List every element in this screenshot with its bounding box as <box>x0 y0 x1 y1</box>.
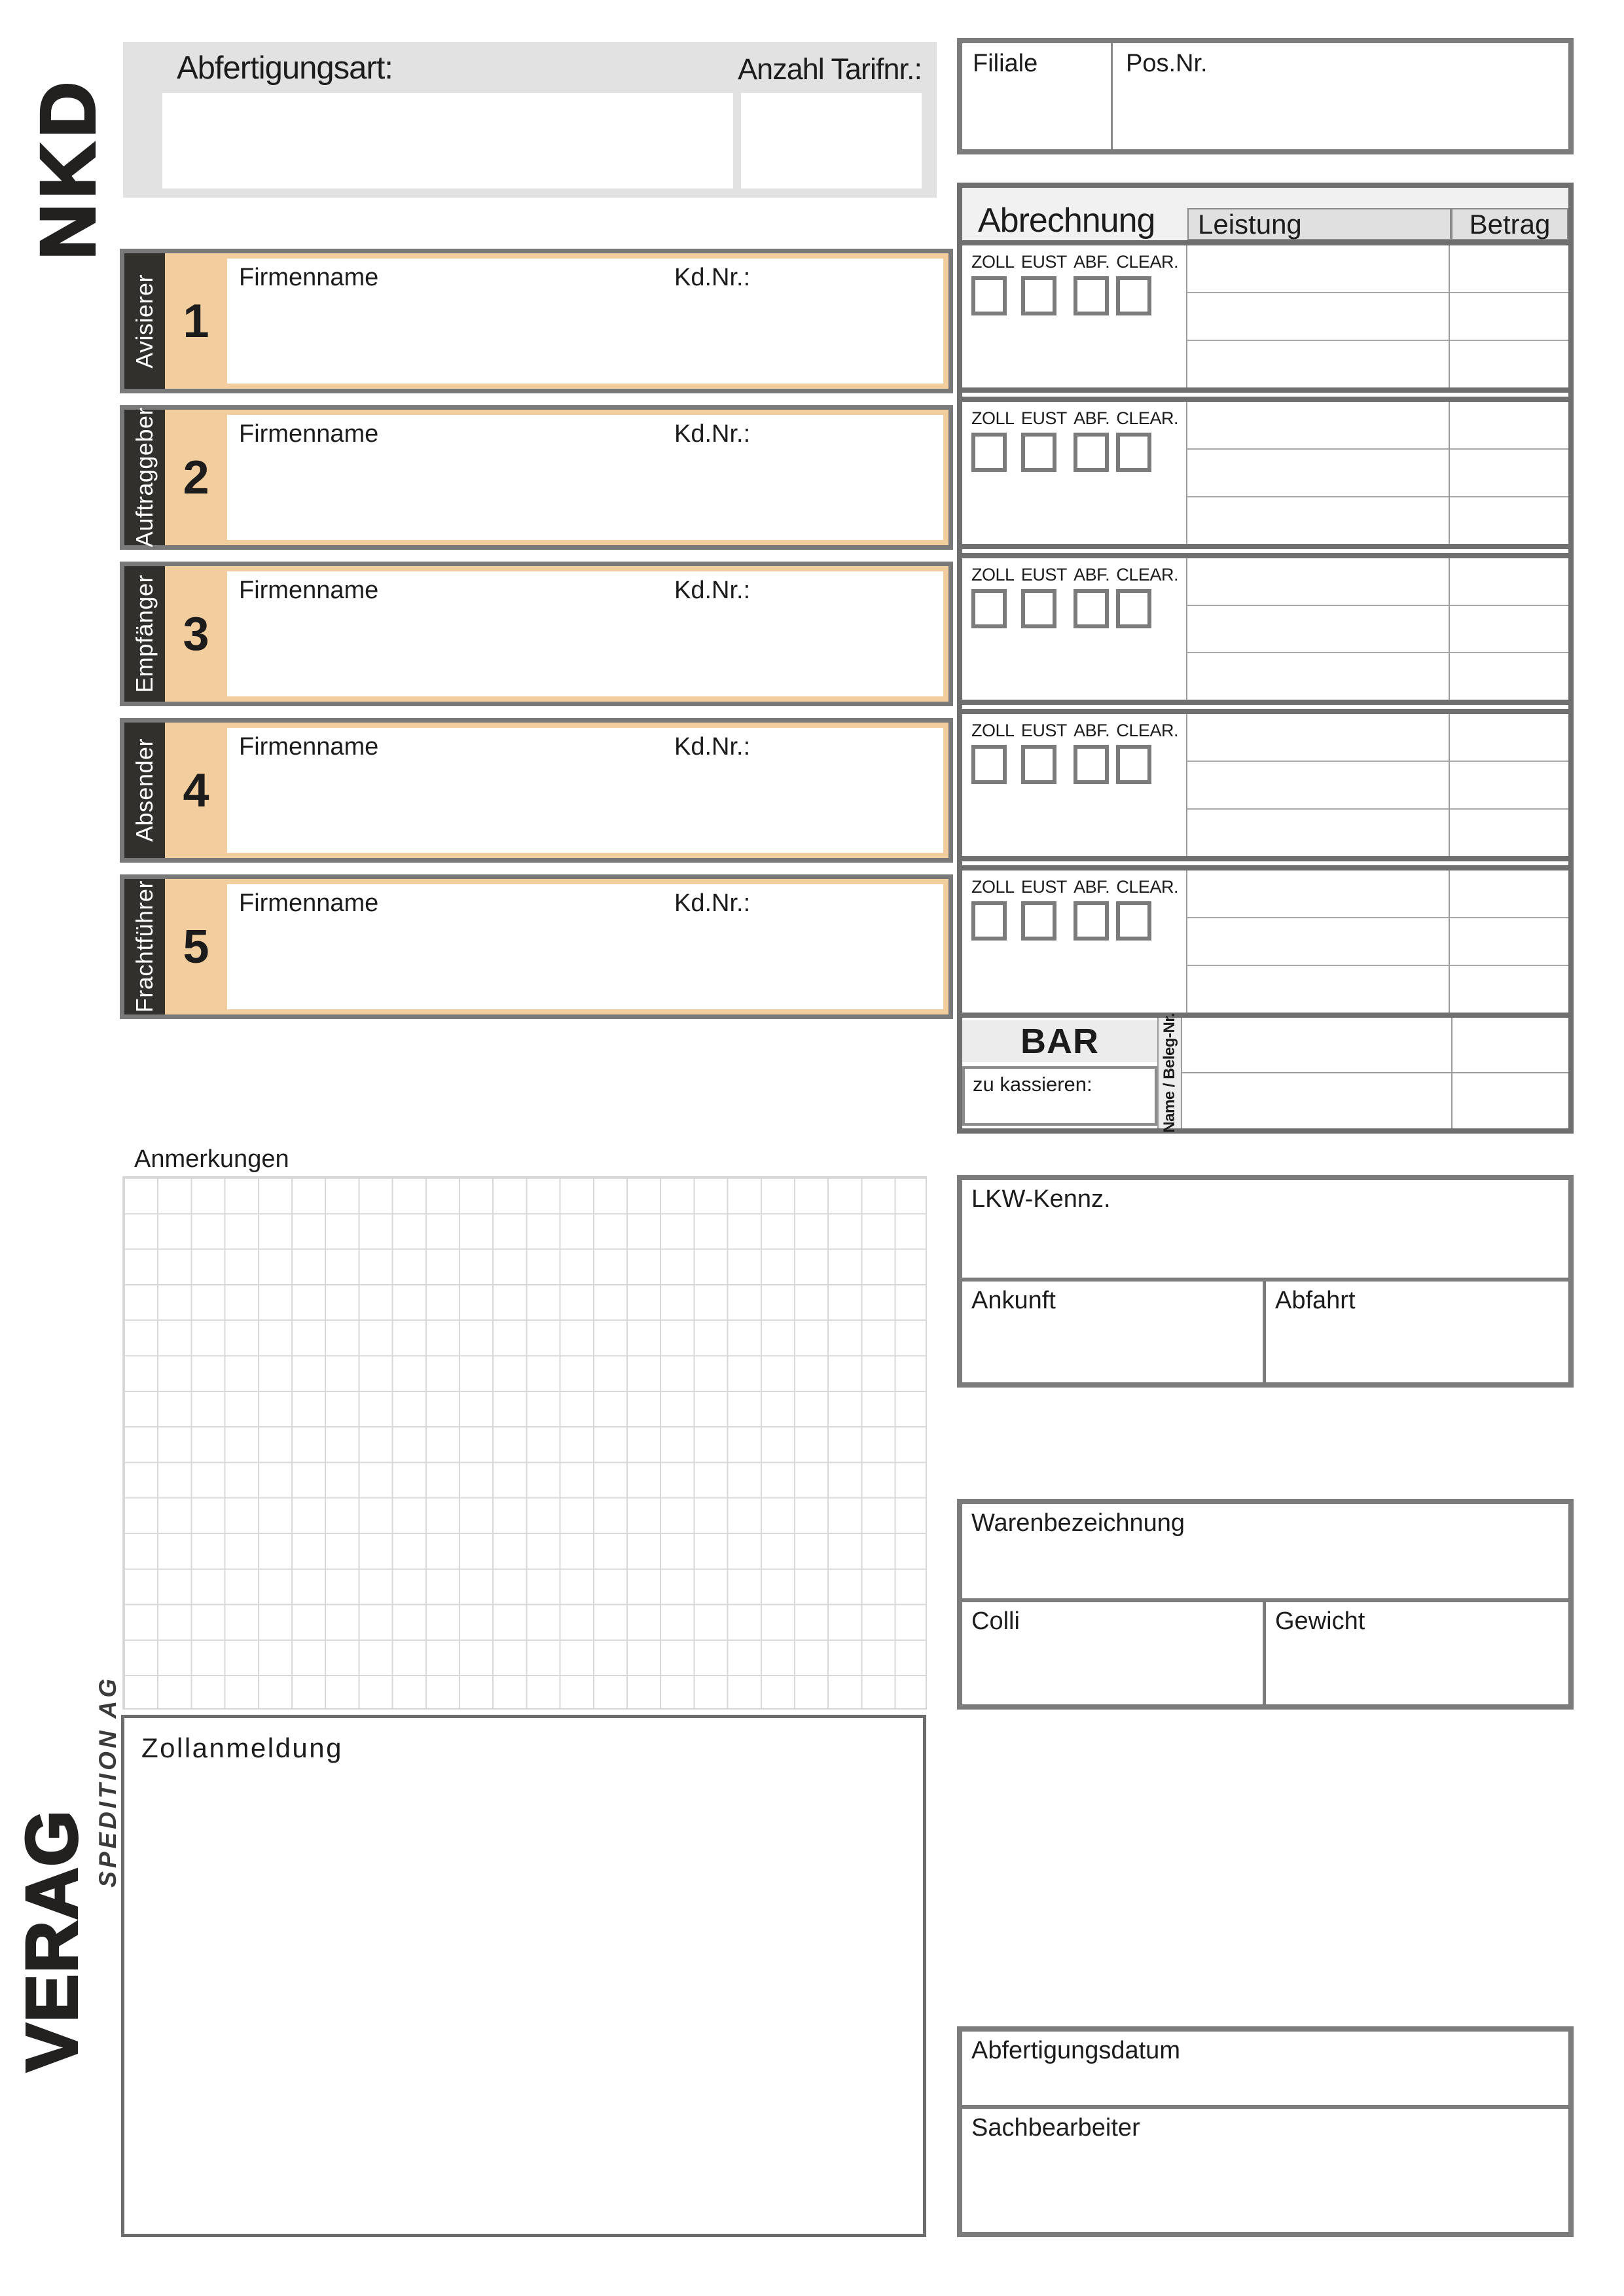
zoll-label: ZOLL <box>971 877 1015 897</box>
name-beleg-label: Name / Beleg-Nr. <box>1161 1013 1178 1133</box>
party-input-area[interactable] <box>227 259 943 384</box>
clear-label: CLEAR. <box>1116 877 1178 897</box>
betrag-cell[interactable] <box>1450 808 1568 856</box>
ankunft-input[interactable] <box>962 1282 1266 1382</box>
lkw-kennz-input[interactable] <box>962 1180 1568 1282</box>
clear-column <box>1116 565 1178 700</box>
clear-column <box>1116 721 1178 856</box>
party-row-empfaenger <box>120 562 953 706</box>
eust-label: EUST <box>1020 721 1067 741</box>
leistung-cell[interactable] <box>1187 965 1449 1013</box>
posnr-label: Pos.Nr. <box>1126 50 1208 77</box>
abrechnung-block <box>962 402 1568 544</box>
abfertigungsdatum-label: Abfertigungsdatum <box>971 2037 1180 2064</box>
clear-label: CLEAR. <box>1116 408 1178 428</box>
gewicht-label: Gewicht <box>1275 1607 1365 1635</box>
leistung-cell[interactable] <box>1187 448 1449 496</box>
colli-input[interactable] <box>962 1602 1266 1704</box>
leistung-column <box>1187 558 1450 700</box>
party-row-auftraggeber <box>120 405 953 550</box>
filiale-label: Filiale <box>973 50 1038 77</box>
betrag-cell[interactable] <box>1450 714 1568 761</box>
betrag-column <box>1450 714 1568 856</box>
lkw-box <box>957 1175 1574 1388</box>
zoll-checkbox[interactable] <box>971 276 1007 315</box>
party-input-area[interactable] <box>227 728 943 853</box>
party-input-area[interactable] <box>227 884 943 1009</box>
betrag-cell[interactable] <box>1450 245 1568 292</box>
zollanmeldung-input[interactable] <box>121 1715 926 2237</box>
sachbearbeiter-input[interactable] <box>962 2109 1568 2232</box>
eust-checkbox[interactable] <box>1021 276 1056 315</box>
clear-checkbox[interactable] <box>1116 589 1151 628</box>
party-row-absender <box>120 718 953 863</box>
party-number: 5 <box>183 920 209 973</box>
customs-checkbox-group <box>962 870 1187 1013</box>
zoll-checkbox[interactable] <box>971 589 1007 628</box>
abfertigungsart-label: Abfertigungsart: <box>177 50 393 86</box>
abfertigungsart-input[interactable] <box>162 93 733 188</box>
leistung-cell[interactable] <box>1187 496 1449 544</box>
filiale-posnr-box <box>957 38 1574 154</box>
bar-amount-cells[interactable] <box>1182 1018 1568 1128</box>
abfahrt-label: Abfahrt <box>1275 1287 1356 1314</box>
abf-checkbox[interactable] <box>1074 589 1109 628</box>
posnr-input[interactable] <box>1113 43 1568 149</box>
leistung-cell[interactable] <box>1187 917 1449 965</box>
betrag-column <box>1450 870 1568 1013</box>
kdnr-label: Kd.Nr.: <box>674 577 751 604</box>
zoll-label: ZOLL <box>971 408 1015 428</box>
betrag-cell[interactable] <box>1450 652 1568 700</box>
abrechnung-block <box>962 558 1568 700</box>
customs-checkbox-group <box>962 402 1187 544</box>
sachbearbeiter-label: Sachbearbeiter <box>971 2114 1140 2142</box>
nkd-logo <box>25 34 111 302</box>
warenbezeichnung-box <box>957 1499 1574 1710</box>
bar-section <box>962 1013 1568 1133</box>
clear-column <box>1116 877 1178 1013</box>
block-divider <box>962 700 1568 714</box>
anmerkungen-label: Anmerkungen <box>134 1145 289 1173</box>
abfertigungsdatum-box <box>957 2026 1574 2237</box>
leistung-cell[interactable] <box>1187 652 1449 700</box>
verag-logo-text: VERAG <box>11 1809 92 2072</box>
eust-checkbox[interactable] <box>1021 589 1056 628</box>
betrag-cell[interactable] <box>1450 870 1568 917</box>
betrag-cell[interactable] <box>1450 761 1568 808</box>
abf-checkbox[interactable] <box>1074 433 1109 472</box>
eust-label: EUST <box>1020 564 1067 584</box>
zollanmeldung-label: Zollanmeldung <box>141 1732 344 1763</box>
betrag-cell[interactable] <box>1450 496 1568 544</box>
leistung-cell[interactable] <box>1187 292 1449 340</box>
zoll-checkbox[interactable] <box>971 433 1007 472</box>
party-number: 4 <box>183 764 209 817</box>
lkw-kennz-label: LKW-Kennz. <box>971 1185 1111 1213</box>
betrag-cell[interactable] <box>1450 605 1568 653</box>
betrag-cell[interactable] <box>1450 340 1568 387</box>
filiale-input[interactable] <box>962 43 1113 149</box>
abf-label: ABF. <box>1074 721 1110 741</box>
leistung-cell[interactable] <box>1187 245 1449 292</box>
customs-checkbox-group <box>962 558 1187 700</box>
leistung-cell[interactable] <box>1187 340 1449 387</box>
betrag-column <box>1450 245 1568 387</box>
clear-column <box>1116 252 1178 387</box>
leistung-column <box>1187 402 1450 544</box>
anzahl-tarifnr-label: Anzahl Tarifnr.: <box>738 52 922 86</box>
clear-checkbox[interactable] <box>1116 433 1151 472</box>
abf-column <box>1074 252 1110 387</box>
customs-checkbox-group <box>962 245 1187 387</box>
party-row-avisierer <box>120 249 953 393</box>
abfertigungsdatum-input[interactable] <box>962 2032 1568 2109</box>
party-number: 2 <box>183 451 209 504</box>
zoll-column <box>971 408 1015 544</box>
party-row-frachtfuehrer <box>120 874 953 1019</box>
anzahl-tarifnr-input[interactable] <box>741 93 922 188</box>
anmerkungen-grid[interactable] <box>122 1176 927 1710</box>
zoll-checkbox[interactable] <box>971 901 1007 941</box>
leistung-header: Leistung <box>1187 208 1451 240</box>
party-role-label: Absender <box>131 738 158 842</box>
spedition-ag-text: SPEDITION AG <box>94 1676 121 1888</box>
leistung-cell[interactable] <box>1187 761 1449 808</box>
eust-checkbox[interactable] <box>1021 433 1056 472</box>
firmenname-label: Firmenname <box>239 733 379 761</box>
spedition-ag-logo <box>92 1676 124 1931</box>
leistung-column <box>1187 714 1450 856</box>
party-role-tab <box>124 566 165 702</box>
zoll-column <box>971 252 1015 387</box>
clear-label: CLEAR. <box>1116 721 1178 741</box>
leistung-cell[interactable] <box>1187 714 1449 761</box>
ankunft-label: Ankunft <box>971 1287 1056 1314</box>
party-input-area[interactable] <box>227 415 943 540</box>
name-beleg-column <box>1157 1013 1182 1133</box>
zu-kassieren-input[interactable] <box>962 1066 1157 1126</box>
abrechnung-block <box>962 870 1568 1013</box>
betrag-cell[interactable] <box>1450 965 1568 1013</box>
abf-checkbox[interactable] <box>1074 901 1109 941</box>
eust-checkbox[interactable] <box>1021 745 1056 784</box>
abfahrt-input[interactable] <box>1266 1282 1568 1382</box>
clear-checkbox[interactable] <box>1116 276 1151 315</box>
abrechnung-title: Abrechnung <box>978 202 1155 240</box>
firmenname-label: Firmenname <box>239 889 379 917</box>
party-input-area[interactable] <box>227 571 943 696</box>
party-role-label: Empfänger <box>131 575 158 693</box>
clear-label: CLEAR. <box>1116 252 1178 272</box>
firmenname-label: Firmenname <box>239 577 379 604</box>
verag-logo <box>12 1728 92 2153</box>
eust-column <box>1021 565 1067 700</box>
party-number: 1 <box>183 295 209 348</box>
betrag-cell[interactable] <box>1450 558 1568 605</box>
bar-left-column <box>962 1018 1157 1128</box>
party-role-tab <box>124 879 165 1014</box>
leistung-column <box>1187 870 1450 1013</box>
abf-label: ABF. <box>1074 408 1110 428</box>
clear-checkbox[interactable] <box>1116 745 1151 784</box>
zoll-label: ZOLL <box>971 564 1015 584</box>
betrag-cell[interactable] <box>1450 292 1568 340</box>
clear-label: CLEAR. <box>1116 564 1178 584</box>
betrag-header: Betrag <box>1451 208 1568 240</box>
clear-column <box>1116 408 1178 544</box>
betrag-column <box>1450 402 1568 544</box>
leistung-cell[interactable] <box>1187 870 1449 917</box>
zu-kassieren-label: zu kassieren: <box>973 1073 1092 1096</box>
zoll-checkbox[interactable] <box>971 745 1007 784</box>
block-divider <box>962 387 1568 402</box>
block-divider <box>962 856 1568 870</box>
firmenname-label: Firmenname <box>239 264 379 291</box>
kdnr-label: Kd.Nr.: <box>674 889 751 917</box>
abf-checkbox[interactable] <box>1074 745 1109 784</box>
abrechnung-box <box>957 183 1574 1134</box>
kdnr-label: Kd.Nr.: <box>674 264 751 291</box>
party-role-tab <box>124 723 165 858</box>
party-role-label: Auftraggeber <box>131 407 158 548</box>
leistung-cell[interactable] <box>1187 605 1449 653</box>
abf-checkbox[interactable] <box>1074 276 1109 315</box>
zoll-column <box>971 565 1015 700</box>
abrechnung-blocks <box>962 245 1568 1013</box>
kdnr-label: Kd.Nr.: <box>674 420 751 448</box>
leistung-column <box>1187 245 1450 387</box>
betrag-column <box>1450 558 1568 700</box>
abf-column <box>1074 877 1110 1013</box>
leistung-cell[interactable] <box>1187 808 1449 856</box>
block-divider <box>962 544 1568 558</box>
betrag-cell[interactable] <box>1450 917 1568 965</box>
betrag-cell[interactable] <box>1450 448 1568 496</box>
divider <box>1182 1072 1568 1073</box>
abrechnung-block <box>962 714 1568 856</box>
warenbezeichnung-input[interactable] <box>962 1504 1568 1602</box>
colli-label: Colli <box>971 1607 1020 1635</box>
eust-label: EUST <box>1020 252 1067 272</box>
party-number: 3 <box>183 607 209 660</box>
abf-column <box>1074 565 1110 700</box>
party-role-tab <box>124 253 165 389</box>
zoll-column <box>971 721 1015 856</box>
bar-cell: BAR <box>962 1020 1157 1062</box>
gewicht-input[interactable] <box>1266 1602 1568 1704</box>
abf-column <box>1074 408 1110 544</box>
firmenname-label: Firmenname <box>239 420 379 448</box>
party-role-tab <box>124 407 165 548</box>
leistung-cell[interactable] <box>1187 558 1449 605</box>
eust-column <box>1021 408 1067 544</box>
betrag-cell[interactable] <box>1450 402 1568 448</box>
zoll-label: ZOLL <box>971 721 1015 741</box>
eust-column <box>1021 877 1067 1013</box>
abf-label: ABF. <box>1074 564 1110 584</box>
eust-label: EUST <box>1020 877 1067 897</box>
party-role-label: Avisierer <box>131 274 158 368</box>
zoll-label: ZOLL <box>971 252 1015 272</box>
nkd-logo-text: NKD <box>25 77 111 260</box>
warenbezeichnung-label: Warenbezeichnung <box>971 1509 1185 1537</box>
customs-checkbox-group <box>962 714 1187 856</box>
eust-checkbox[interactable] <box>1021 901 1056 941</box>
party-role-label: Frachtführer <box>131 880 158 1013</box>
abf-label: ABF. <box>1074 252 1110 272</box>
clear-checkbox[interactable] <box>1116 901 1151 941</box>
eust-column <box>1021 721 1067 856</box>
abrechnung-block <box>962 245 1568 387</box>
eust-label: EUST <box>1020 408 1067 428</box>
zoll-column <box>971 877 1015 1013</box>
kdnr-label: Kd.Nr.: <box>674 733 751 761</box>
eust-column <box>1021 252 1067 387</box>
abf-column <box>1074 721 1110 856</box>
divider <box>1451 1018 1453 1128</box>
abf-label: ABF. <box>1074 877 1110 897</box>
leistung-cell[interactable] <box>1187 402 1449 448</box>
abrechnung-header <box>962 188 1568 245</box>
